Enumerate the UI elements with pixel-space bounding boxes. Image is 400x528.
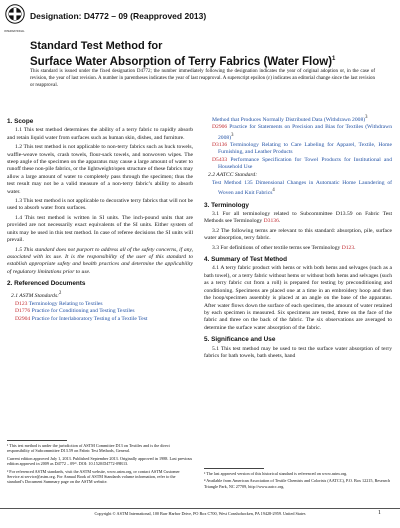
footnote-3: ³ The last approved version of this historical standard is referenced on www.astm.org. <box>204 471 348 476</box>
footnotes-left <box>7 443 193 487</box>
designation: Designation: D4772 – 09 (Reapproved 2013) <box>30 11 207 21</box>
astm-logo <box>5 4 25 28</box>
paragraph-3-1: 3.1 For all terminology related to Subcommittee D13.59 on Fabric Test Methods see Terminology D3136. <box>204 211 392 225</box>
section-heading-significance: 5. Significance and Use <box>204 336 276 344</box>
section-heading-terminology: 3. Terminology <box>204 201 249 209</box>
reference-d2904-continued[interactable]: Method that Produces Normally Distributed Data (Withdrawn 2008)$^3$ <box>212 115 368 123</box>
right-column <box>204 114 392 362</box>
issuance-note: This standard is issued under the fixed designation D4772; the number immediately following the designation indicates the year of original adoption or, in the case of revision, the year of last revision. A number in parentheses indicates the year of last reapproval. A superscript epsilon (ε) indicates an editorial change since the last revision or reapproval. <box>30 69 375 88</box>
paragraph-4-1: 4.1 A terry fabric product with hems or with both hems and selvages (such as a bath towel), or a terry fabric without hems or without both hems and selvages (such as a terry fabric cut from a roll) is prepared for testing by preconditioning and conditioning. Specimens are placed one at a time in an embroidery hoop and then the hoop/specimen assembly is placed at an angle on the base of the apparatus. After water flows down the surface of each specimen, the amount of water retained by each specimen is measured. Six specimens are tested, three on the face of the fabric and three on the back of the fabric. The six observations are averaged to determine the surface water absorption of the fabric. <box>204 265 392 331</box>
copyright-line: Copyright © ASTM International, 100 Barr Harbor Drive, PO Box C700, West Conshohocken, PA 19428-2959. United States <box>94 511 306 516</box>
footnote-2: ² For referenced ASTM standards, visit the ASTM website, www.astm.org, or contact ASTM Customer Service at service@astm.org. For Annual Book of ASTM Standards volume information, refer to the standard’s Document Summary page on the ASTM website. <box>7 468 180 485</box>
document-title <box>30 40 370 69</box>
aatcc-standard-subheading: 2.2 AATCC Standard: <box>208 171 258 178</box>
reference-aatcc-135[interactable]: Test Method 135 Dimensional Changes in Automatic Home Laundering of Woven and Knit Fabrics$^4$ <box>212 179 392 197</box>
footnotes-right <box>204 471 392 491</box>
paragraph-1-1: 1.1 This test method determines the ability of a terry fabric to rapidly absorb and retain liquid water from surfaces such as human skin, dishes, and furniture. <box>7 127 193 141</box>
paragraph-1-5: 1.5 This standard does not purport to address all of the safety concerns, if any, associated with its use. It is the responsibility of the user of this standard to establish appropriate safety and health practices and determine the applicability of regulatory limitations prior to use. <box>7 246 193 275</box>
footnote-1-edition: Current edition approved July 1, 2013. Published September 2013. Originally approved in 1988. Last previous edition approved in 2009 as D4772 – 09ᵉ¹. DOI: 10.1520/D4772-09R13. <box>7 455 193 467</box>
footnote-4: ⁴ Available from American Association of Textile Chemists and Colorists (AATCC), P.O. Box 12215, Research Triangle Park, NC 27709, http://www.aatcc.org. <box>204 478 390 489</box>
footnote-divider-right <box>204 468 264 469</box>
section-heading-summary: 4. Summary of Test Method <box>204 256 287 264</box>
reference-d2904[interactable]: D2904 Practice for Interlaboratory Testing of a Textile Test <box>15 315 148 322</box>
reference-d5433[interactable]: D5433 Performance Specification for Towel Products for Institutional and Household Use <box>212 156 392 171</box>
paragraph-1-4: 1.4 This test method is written in SI units. The inch-pound units that are provided are not necessarily exact equivalents of the SI units. Either system of units may be used in this test method. In case of referee decisions the SI units will prevail. <box>7 214 193 244</box>
title-line-1: Standard Test Method for <box>30 40 163 52</box>
astm-standards-subheading: 2.1 ASTM Standards:$^2$ <box>11 290 62 299</box>
paragraph-1-2: 1.2 This test method is not applicable to non-terry fabrics such as huck towels, waffle-weave towels, crash towels, flour-sack towels, and nonwoven wipes. The steep angle of the specimen on the apparatus may cause a large amount of water to runoff these non-pile fabrics, or the lightweight/open structure of these fabrics may allow a large amount of water to completely pass through the specimen; thus the test result may not be a valid measure of a non-terry fabric’s ability to absorb water. <box>7 144 193 195</box>
footnote-1: ¹ This test method is under the jurisdiction of ASTM Committee D13 on Textiles and is the direct responsibility of Subcommittee D13.59 on Fabric Test Methods, General. <box>7 443 170 454</box>
paragraph-5-1: 5.1 This test method may be used to test the surface water absorption of terry fabrics for bath towels, bath sheets, hand <box>204 345 392 359</box>
reference-d123[interactable]: D123 Terminology Relating to Textiles <box>15 300 103 307</box>
section-heading-referenced: 2. Referenced Documents <box>7 280 86 288</box>
footnote-divider-left <box>7 440 67 441</box>
reference-d3136[interactable]: D3136 Terminology Relating to Care Labeling for Apparel, Textile, Home Furnishing, and Leather Products <box>212 141 392 156</box>
footer-divider <box>0 508 400 509</box>
reference-d2906[interactable]: D2906 Practice for Statements on Precision and Bias for Textiles (Withdrawn 2008)$^3$ <box>212 124 392 141</box>
reference-d1776[interactable]: D1776 Practice for Conditioning and Testing Textiles <box>15 308 135 315</box>
title-line-2: Surface Water Absorption of Terry Fabrics (Water Flow)$^1$ <box>30 55 336 68</box>
section-heading-scope: 1. Scope <box>7 118 34 125</box>
left-column <box>7 114 193 323</box>
page-number: 1 <box>378 510 381 516</box>
paragraph-3-2: 3.2 The following terms are relevant to this standard: absorption, pile, surface water absorption, terry fabric. <box>204 227 392 242</box>
logo-caption: INTERNATIONAL <box>4 30 25 33</box>
paragraph-1-3: 1.3 This test method is not applicable to decorative terry fabrics that will not be used to absorb water from surfaces. <box>7 198 193 212</box>
paragraph-3-3: 3.3 For definitions of other textile terms see Terminology D123. <box>212 244 356 251</box>
